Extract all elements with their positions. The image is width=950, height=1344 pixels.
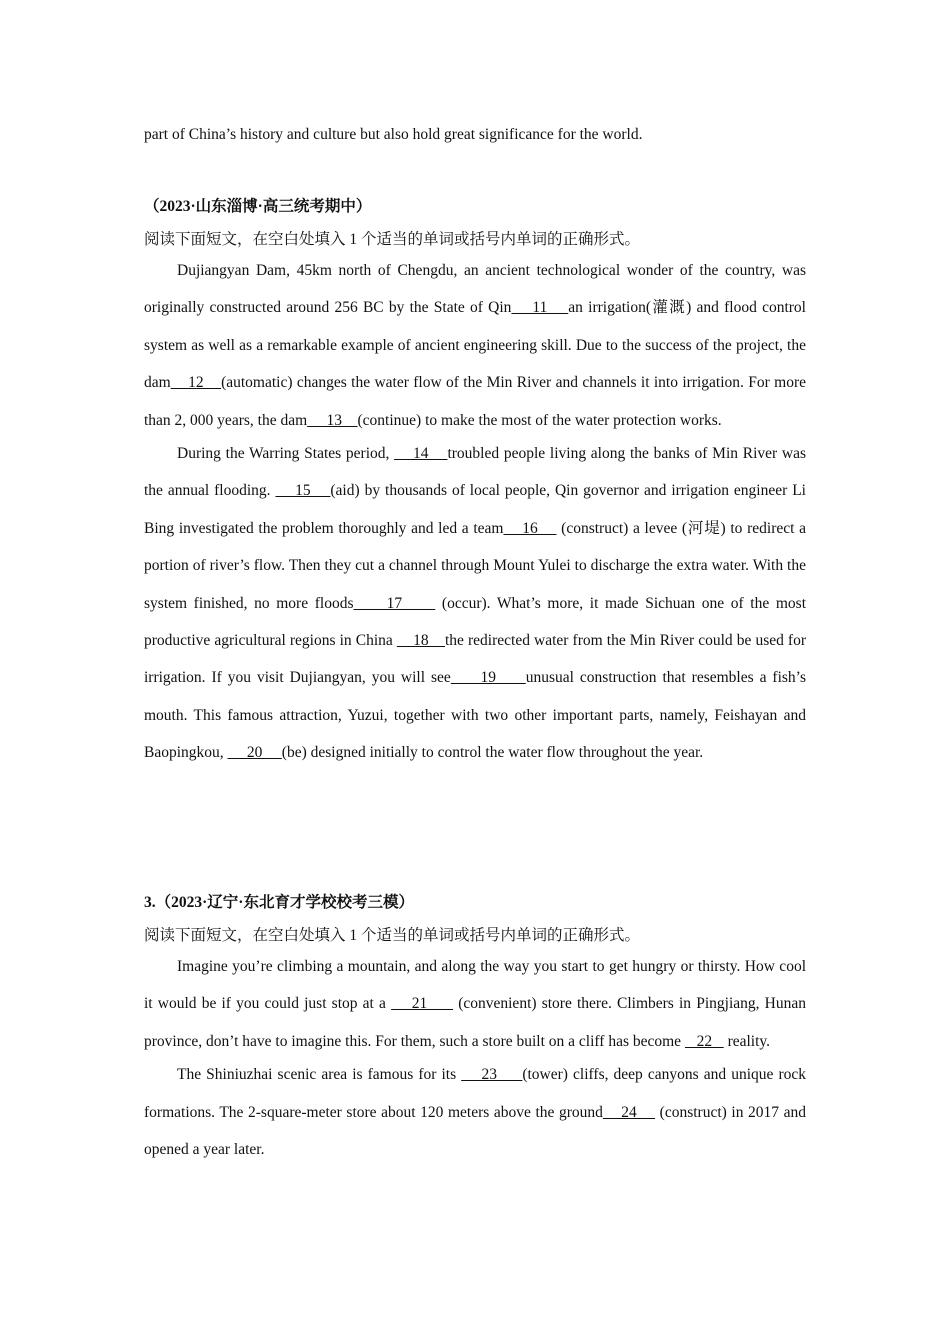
section-heading: （2023·山东淄博·高三统考期中） [144,198,372,215]
section-heading: 3.（2023·辽宁·东北育才学校校考三模） [144,894,414,911]
answer-blank-13[interactable]: 13 [307,411,358,429]
answer-blank-17[interactable]: 17 [353,594,436,612]
section-instruction: 阅读下面短文，在空白处填入 1 个适当的单词或括号内单词的正确形式。 [144,231,641,248]
exercise-section-3 [144,892,806,1168]
answer-blank-16[interactable]: 16 [503,519,557,537]
exercise-section-2023-zibo [144,196,806,772]
passage-paragraph: The Shiniuzhai scenic area is famous for its 23 (tower) cliffs, deep canyons and unique rock formations. The 2-square-meter store about 120 meters above the ground 24 (construct) in 2017 and opened a year later. [144,1066,807,1159]
answer-blank-18[interactable]: 18 [396,632,445,650]
answer-blank-14[interactable]: 14 [394,445,448,463]
passage-paragraph: During the Warring States period, 14 troubled people living along the banks of Min River was the annual flooding. 15 (aid) by thousands of local people, Qin governor and irrigation engineer Li Bing investigated the problem thoroughly and led a team 16 (construct) a levee (河堤) to redirect a portion of river’s flow. Then they cut a channel through Mount Yulei to discharge the extra water. With the system finished, no more floods 17 (occur). What’s more, it made Sichuan one of the most productive agricultural regions in China 18 the redirected water from the Min River could be used for irrigation. If you visit Dujiangyan, you will see 19 unusual construction that resembles a fish’s mouth. This famous attraction, Yuzui, together with two other important parts, namely, Feishayan and Baopingkou, 20 (be) designed initially to control the water flow throughout the year. [144,445,807,762]
answer-blank-19[interactable]: 19 [450,669,526,687]
section-instruction: 阅读下面短文，在空白处填入 1 个适当的单词或括号内单词的正确形式。 [144,927,641,944]
answer-blank-21[interactable]: 21 [391,995,454,1013]
passage-paragraph: Dujiangyan Dam, 45km north of Chengdu, an ancient technological wonder of the country, was originally constructed around 256 BC by the State of Qin 11 an irrigation(灌溉) and flood control system as well as a remarkable example of ancient engineering skill. Due to the success of the project, the dam 12 (automatic) changes the water flow of the Min River and channels it into irrigation. For more than 2, 000 years, the dam 13 (continue) to make the most of the water protection works. [144,262,807,429]
passage-paragraph: Imagine you’re climbing a mountain, and along the way you start to get hungry or thirsty. How cool it would be if you could just stop at a 21 (convenient) store there. Climbers in Pingjiang, Hunan province, don’t have to imagine this. For them, such a store built on a cliff has become 22 reality. [144,958,806,1050]
answer-blank-24[interactable]: 24 [602,1103,656,1121]
continued-text-line: part of China’s history and culture but also hold great significance for the world. [144,126,643,143]
answer-blank-23[interactable]: 23 [461,1066,523,1084]
answer-blank-11[interactable]: 11 [511,299,569,317]
answer-blank-12[interactable]: 12 [170,374,222,392]
answer-blank-20[interactable]: 20 [227,744,282,762]
answer-blank-22[interactable]: 22 [684,1032,724,1050]
answer-blank-15[interactable]: 15 [275,482,331,500]
